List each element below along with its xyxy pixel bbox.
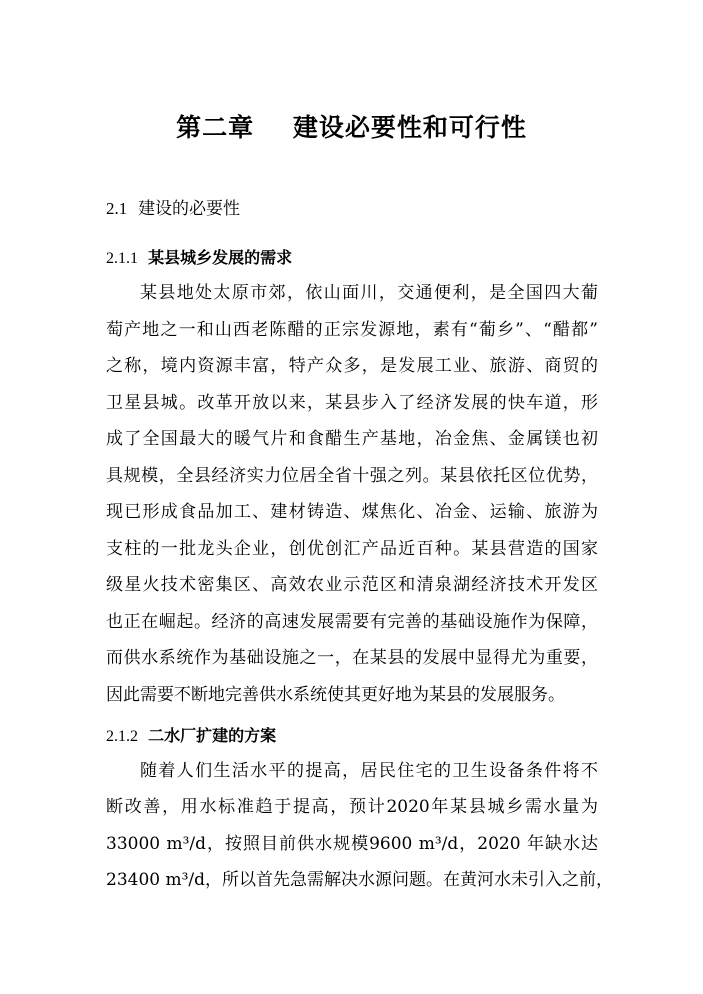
paragraph-line: 支柱的一批龙头企业，创优创汇产品近百种。某县营造的国家 [106, 539, 598, 559]
paragraph-line: 23400 m³/d，所以首先急需解决水源问题。在黄河水未引入之前， [106, 870, 614, 890]
paragraph-line: 卫星县城。改革开放以来，某县步入了经济发展的快车道，形 [106, 393, 598, 413]
paragraph-line: 级星火技术密集区、高效农业示范区和清泉湖经济技术开发区 [106, 575, 598, 595]
paragraph-line: 之称，境内资源丰富，特产众多，是发展工业、旅游、商贸的 [106, 356, 598, 376]
paragraph-line: 成了全国最大的暖气片和食醋生产基地，冶金焦、金属镁也初 [106, 429, 598, 449]
subsection-number: 2.1.1 [106, 250, 138, 267]
paragraph-line: 某县地处太原市郊，依山面川，交通便利，是全国四大葡 [140, 283, 598, 303]
paragraph-line: 随着人们生活水平的提高，居民住宅的卫生设备条件将不 [140, 761, 598, 781]
paragraph-line: 因此需要不断地完善供水系统使其更好地为某县的发展服务。 [106, 685, 565, 705]
paragraph-line: 现已形成食品加工、建材铸造、煤焦化、冶金、运输、旅游为 [106, 502, 598, 522]
paragraph-line: 33000 m³/d，按照目前供水规模9600 m³/d，2020 年缺水达 [106, 834, 598, 854]
paragraph-line: 而供水系统作为基础设施之一，在某县的发展中显得尤为重要， [106, 648, 598, 668]
subsection-heading-2-1-2 [106, 723, 276, 746]
section-number: 2.1 [106, 199, 128, 218]
subsection-title: 某县城乡发展的需求 [148, 248, 293, 267]
paragraph-line: 具规模，全县经济实力位居全省十强之列。某县依托区位优势， [106, 466, 598, 486]
subsection-heading-2-1-1 [106, 245, 292, 268]
section-title: 建设的必要性 [138, 199, 241, 219]
chapter-title: 第二章 建设必要性和可行性 [176, 113, 527, 142]
subsection-number: 2.1.2 [106, 728, 138, 745]
subsection-title: 二水厂扩建的方案 [148, 726, 277, 745]
paragraph-line: 也正在崛起。经济的高速发展需要有完善的基础设施作为保障， [106, 612, 598, 632]
section-heading-2-1 [106, 194, 240, 219]
paragraph-line: 萄产地之一和山西老陈醋的正宗发源地，素有“葡乡”、“醋都” [106, 320, 598, 340]
paragraph-line: 断改善，用水标准趋于提高，预计2020年某县城乡需水量为 [106, 797, 598, 817]
